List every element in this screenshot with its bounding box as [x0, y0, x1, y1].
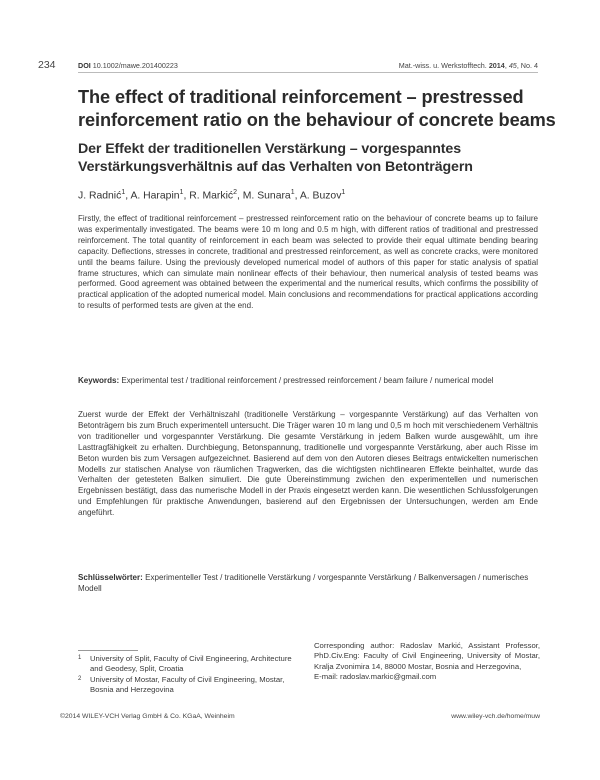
author-name: R. Markić [189, 190, 234, 202]
affiliation-footnotes [78, 654, 303, 696]
correspondence-email[interactable]: E-mail: radoslav.markic@gmail.com [314, 672, 437, 682]
author-affiliation-mark: 1 [121, 189, 126, 196]
author-name: M. Sunara [242, 190, 291, 202]
footnote-mark: 1 [78, 655, 82, 661]
schluesselwoerter-label: Schlüsselwörter: [78, 573, 143, 582]
copyright-notice: ©2014 WILEY-VCH Verlag GmbH & Co. KGaA, Weinheim [60, 713, 235, 720]
footnote-item [78, 675, 303, 696]
journal-name: Mat.-wiss. u. Werkstofftech. [398, 61, 487, 70]
correspondence-text: Corresponding author: Radoslav Markić, Assistant Professor, PhD.Civ.Eng: Faculty of Civil Engineering, University of Mostar, Kralja Zvonimira 14, 88000 Mostar, Bosnia and Herzegovina, [314, 641, 540, 671]
doi [78, 61, 178, 70]
header-divider [78, 72, 538, 73]
doi-value[interactable]: 10.1002/mawe.201400223 [92, 61, 178, 70]
keywords-english [78, 376, 538, 387]
footnote-text: University of Split, Faculty of Civil Engineering, Architecture and Geodesy, Split, Croatia [90, 654, 292, 674]
keywords-label: Keywords: [78, 376, 120, 385]
author-affiliation-mark: 2 [233, 189, 237, 196]
article-title-german: Der Effekt der traditionellen Verstärkung – vorgespanntes Verstärkungsverhältnis auf das Verhalten von Betonträgern [78, 141, 473, 175]
article-title-english: The effect of traditional reinforcement – prestressed reinforcement ratio on the behaviour of concrete beams [78, 87, 556, 130]
journal-year: 2014 [488, 61, 505, 70]
author-name: J. Radnić [78, 190, 122, 202]
journal-volume: 45 [508, 61, 517, 70]
keywords-german [78, 573, 538, 595]
footnote-mark: 2 [78, 675, 82, 682]
schluesselwoerter-text: Experimenteller Test / traditionelle Verstärkung / vorgespannte Verstärkung / Balkenversagen / numerisches Modell [78, 573, 529, 593]
author-name: A. Buzov [299, 190, 342, 202]
author-name: A. Harapin [130, 190, 180, 202]
abstract-german: Zuerst wurde der Effekt der Verhältniszahl (traditionelle Verstärkung – vorgespannte Verstärkung) auf das Verhalten von Betonträgern bis zum Bruch experimentell untersucht. Die Träger waren 10 m lang und 0,5 m hoch mit verschiedenem Verhältnis von traditioneller und vorgespannter Verstärkung. Die gesamte Verstärkung in jedem Balken wurde ausgewählt, um ihre Lasttragfähigkeit zu erhalten. Durchbiegung, Betonspannung, traditionelle und vorgespannte Verstärkung, aber auch Risse im Beton wurden bis zum Versagen aufgezeichnet. Basierend auf dem von den Autoren dieses Beitrags entwickelten numerischen Modells zur statischen Analyse von räumlichen Tragwerken, das die wichtigsten nichtlinearen Effekte beinhaltet, wurde das Verhalten der getesteten Balken simuliert. Die gute Übereinstimmung zwichen den experimentellen und numerischen Ergebnissen bestätigt, dass das numerische Modell in der Praxis eingesetzt werden kann. Die wesentlichen Schlussfolgerungen und Empfehlungen für praktische Anwendungen, basierend auf den Ergebnissen der Untersuchungen, werden am Ende angeführt. [78, 410, 538, 518]
footnote-item [78, 654, 303, 675]
journal-citation: Mat.-wiss. u. Werkstofftech. 2014, 45, No. 4 [398, 61, 538, 70]
footnote-text: University of Mostar, Faculty of Civil Engineering, Mostar, Bosnia and Herzegovina [90, 674, 285, 695]
keywords-text: Experimental test / traditional reinforcement / prestressed reinforcement / beam failure / numerical model [121, 376, 494, 385]
corresponding-author [314, 641, 540, 683]
abstract-english: Firstly, the effect of traditional reinforcement – prestressed reinforcement ratio on the behaviour of concrete beams up to failure was experimentally investigated. The beams were 10 m long and 0.5 m high, with different ratios of traditional and prestressed reinforcement. The total quantity of reinforcement in each beam was selected to provide their equal ultimate bending bearing capacity. Deflections, stresses in concrete, traditional and prestressed reinforcement, as well as concrete cracks, were monitored until the beams failure. Using the previously developed numerical model of authors of this paper for static analysis of spatial frame structures, which can simulate main nonlinear effects of their behaviour, then numerical analysis of tested beams was performed. Good agreement was obtained between the experimental and the numerical results, which confirms the possibility of practical application of the adopted numerical model. Main conclusions and recommendations for practical applications according to results of performed tests are given at the end. [78, 214, 538, 311]
author-affiliation-mark: 1 [290, 189, 295, 196]
author-affiliation-mark: 1 [179, 189, 184, 196]
author-list: J. Radnić$^1$, A. Harapin$^1$, R. Markić$^2$, M. Sunara$^1$, A. Buzov$^1$ [78, 189, 346, 202]
journal-issue: , No. 4 [516, 61, 538, 70]
page-number: 234 [38, 59, 56, 71]
journal-url[interactable]: www.wiley-vch.de/home/muw [451, 713, 540, 720]
doi-label: DOI [78, 61, 91, 70]
footnote-divider [78, 650, 138, 651]
author-affiliation-mark: 1 [341, 189, 346, 196]
